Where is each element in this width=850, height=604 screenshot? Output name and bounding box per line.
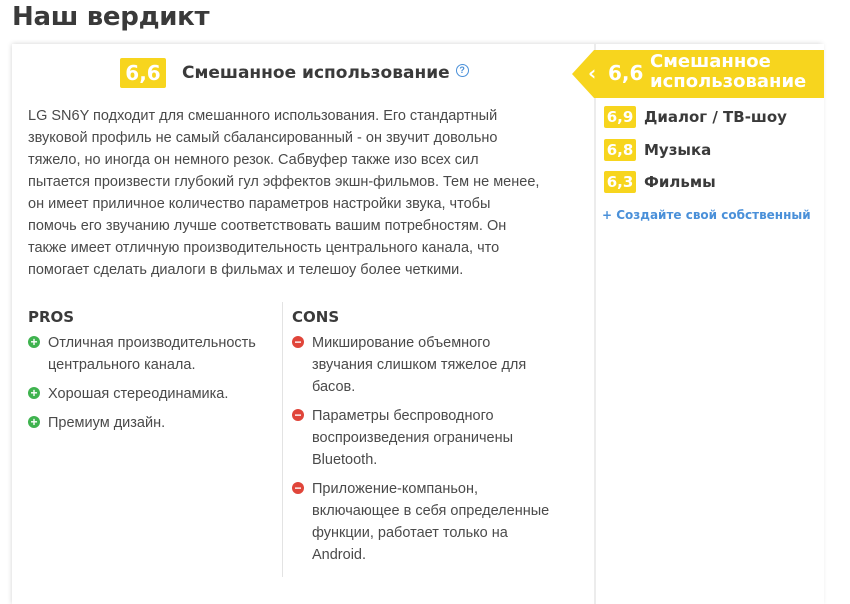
con-text: Параметры беспроводного воспроизведения ограничены Bluetooth.: [312, 408, 514, 468]
cons-section: [292, 308, 554, 573]
pros-heading: PROS: [28, 308, 75, 326]
usage-label: Музыка: [644, 141, 712, 159]
pros-section: [28, 308, 278, 441]
con-text: Приложение-компаньон, включающее в себя определенные функции, работает только на Android.: [312, 481, 550, 563]
pro-text: Хорошая стереодинамика.: [48, 386, 229, 402]
usage-score: 6,8: [604, 139, 636, 161]
score-badge: 6,6: [120, 58, 166, 88]
verdict-main: [12, 44, 597, 604]
chevron-left-icon: ‹: [588, 61, 597, 85]
verdict-panel: [12, 44, 822, 604]
verdict-header: [120, 58, 469, 88]
verdict-title: Смешанное использование: [182, 63, 450, 83]
pros-list: [28, 332, 278, 434]
usage-item-music[interactable]: [604, 139, 711, 161]
con-item: [292, 405, 554, 471]
minus-icon: −: [292, 336, 304, 348]
help-icon[interactable]: ?: [456, 64, 469, 77]
plus-icon: +: [28, 336, 40, 348]
page-title: Наш вердикт: [12, 2, 210, 32]
usage-label: Фильмы: [644, 173, 716, 191]
active-tab-label: Смешанное использование: [650, 51, 807, 92]
usage-item-movies[interactable]: [604, 171, 716, 193]
usage-score: 6,9: [604, 106, 636, 128]
cons-heading: CONS: [292, 308, 340, 326]
create-custom-link[interactable]: + Создайте свой собственный: [602, 208, 811, 222]
pro-item: [28, 383, 278, 405]
con-item: [292, 478, 554, 566]
verdict-description: LG SN6Y подходит для смешанного использования. Его стандартный звуковой профиль не самый сбалансированный - он звучит довольно тяжело, но иногда он немного резок. Сабвуфер также изо всех сил пытается произвести глубокий гул эффектов экшн-фильмов. Тем не менее, он имеет приличное количество параметров настройки звука, чтобы помочь его звучанию лучше соответствовать вашим потребностям. Он также имеет отличную производительность центрального канала, что помогает сделать диалоги в фильмах и телешоу более четкими.: [28, 108, 540, 278]
active-tab-score: 6,6: [608, 61, 644, 85]
minus-icon: −: [292, 409, 304, 421]
pro-item: [28, 332, 278, 376]
usage-tab-active[interactable]: [572, 50, 824, 98]
minus-icon: −: [292, 482, 304, 494]
con-text: Микширование объемного звучания слишком тяжелое для басов.: [312, 335, 527, 395]
usage-item-dialog[interactable]: [604, 106, 787, 128]
usage-sidebar: [594, 44, 824, 604]
con-item: [292, 332, 554, 398]
cons-list: [292, 332, 554, 566]
pro-text: Премиум дизайн.: [48, 415, 166, 431]
pro-text: Отличная производительность центрального канала.: [48, 335, 256, 373]
plus-icon: +: [28, 416, 40, 428]
pro-item: [28, 412, 278, 434]
usage-score: 6,3: [604, 171, 636, 193]
plus-icon: +: [28, 387, 40, 399]
pros-cons-divider: [282, 302, 283, 577]
usage-label: Диалог / ТВ-шоу: [644, 108, 787, 126]
